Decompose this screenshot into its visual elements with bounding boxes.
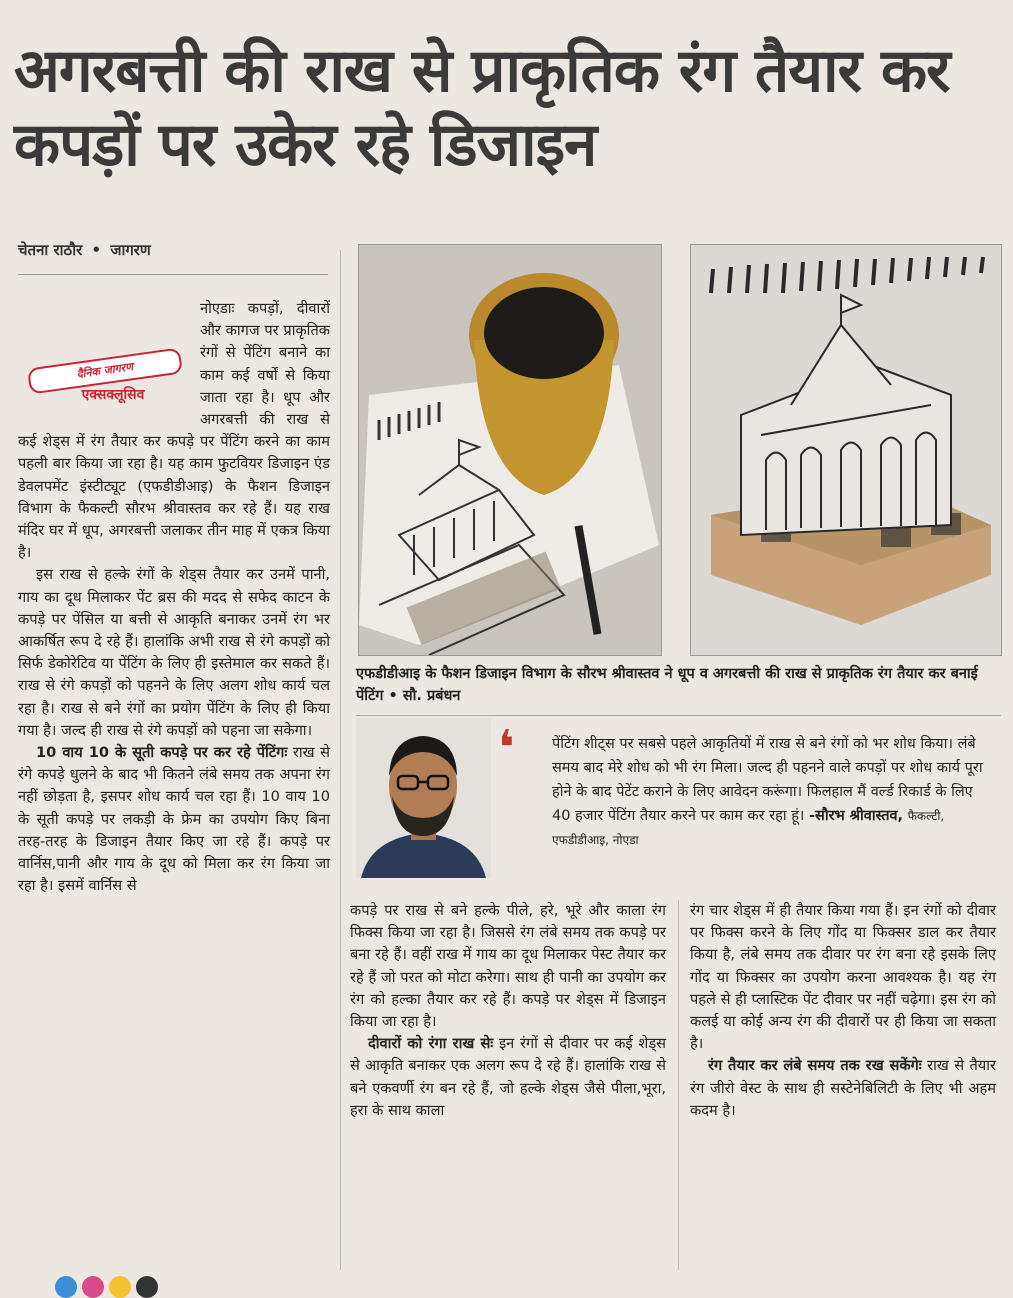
pull-quote (498, 720, 995, 852)
photo-caption (356, 663, 1001, 716)
quote-attribution: -सौरभ श्रीवास्तव, (809, 808, 904, 824)
exclusive-badge (18, 354, 190, 412)
exclusive-label: एक्सक्लूसिव (81, 387, 145, 403)
paragraph: नोएडाः कपड़ों, दीवारों और कागज पर प्राकृतिक रंगों से पेंटिंग बनाने का काम कई वर्षों से किया जाता रहा है। धूप और अगरबत्ती की राख से कई शेड्स में रंग तैयार कर कपड़े पर पेंटिंग करने का काम पहली बार किया जा रहा है। यह काम फुटवियर डिजाइन एंड डेवलपमेंट इंस्टीट्यूट (एफडीडीआइ) के फैशन डिजाइन विभाग के फैकल्टी सौरभ श्रीवास्तव कर रहे हैं। यह राख मंदिर घर में धूप, अगरबत्ती जलाकर तीन माह में एकत्र किया है। (18, 300, 330, 562)
portrait-photo (356, 718, 491, 878)
author-name: चेतना राठौर (18, 241, 83, 259)
registration-mark (82, 1276, 104, 1298)
photo-temple-painting (690, 244, 1002, 656)
diya-painting-illustration (359, 245, 661, 655)
temple-painting-illustration (691, 245, 1001, 655)
subheading: दीवारों को रंगा राख सेः (368, 1035, 494, 1053)
registration-mark (136, 1276, 158, 1298)
exclusive-brand: दैनिक जागरण (27, 347, 183, 394)
paragraph: कपड़े पर राख से बने हल्के पीले, हरे, भूरे और काला रंग फिक्स किया जा रहा है। जिससे रंग लंबे समय तक कपड़े पर बना रहे हैं। वहीं राख में गाय का दूध मिलाकर पेस्ट तैयार कर रहे हैं जो परत को मोटा करेगा। साथ ही पानी का उपयोग कर रंग को हल्का तैयार कर रहे हैं। कपड़े पर शेड्स में डिजाइन किया जा रहा है। (350, 902, 666, 1031)
headline: अगरबत्ती की राख से प्राकृतिक रंग तैयार कर कपड़ों पर उकेर रहे डिजाइन (14, 36, 950, 180)
paragraph: राख से तैयार रंग जीरो वेस्ट के साथ ही सस्टेनेबिलिटी के लिए भी अहम कदम है। (690, 1057, 996, 1119)
subheading: 10 वाय 10 के सूती कपड़े पर कर रहे पेंटिंगः (36, 744, 288, 762)
bullet-icon: • (388, 688, 403, 704)
person-avatar-illustration (356, 718, 491, 878)
registration-mark (109, 1276, 131, 1298)
paragraph: रंग चार शेड्स में ही तैयार किया गया हैं। इन रंगों को दीवार पर फिक्स करने के लिए गोंद या फिक्सर डाल कर तैयार किया है, लंबे समय तक दीवार पर रंग बना रहे इसके लिए गोंद या फिक्सर का उपयोग करना आवश्यक है। यह रंग पहले से ही प्लास्टिक पेंट दीवार पर नहीं चढ़ेगा। इस रंग को कलई या कोई अन्य रंग की दीवारों पर ही किया जा सकता है। (690, 902, 996, 1053)
caption-text: एफडीडीआइ के फैशन डिजाइन विभाग के सौरभ श्रीवास्तव ने धूप व अगरबत्ती की राख से प्राकृतिक रंग तैयार कर बनाई पेंटिंग (356, 666, 978, 704)
column-3 (690, 900, 996, 1122)
registration-mark (55, 1276, 77, 1298)
column-divider (340, 250, 341, 1270)
subheading: रंग तैयार कर लंबे समय तक रख सकेंगेः (708, 1057, 922, 1075)
byline (18, 240, 328, 275)
quote-text: पेंटिंग शीट्स पर सबसे पहले आकृतियों में राख से बने रंगों को भर शोध किया। लंबे समय बाद मेरे शोध को भी रंग मिला। जल्द ही पहनने वाले कपड़ों पर शोध कार्य पूरा होने के बाद पेटेंट कराने के लिए आवेदन करूंगा। फिलहाल मैं वर्ल्ड रिकार्ड के लिए 40 हजार पेंटिंग तैयार करने पर काम कर रहा हूं। (552, 736, 983, 824)
column-2 (350, 900, 666, 1122)
caption-credit: सौ. प्रबंधन (402, 688, 461, 704)
source-name: जागरण (110, 241, 151, 259)
photo-diya-painting (358, 244, 662, 656)
quote-role: फैकल्टी, एफडीडीआइ, नोएडा (552, 809, 945, 847)
paragraph: इस राख से हल्के रंगों के शेड्स तैयार कर उनमें पानी, गाय का दूध मिलाकर पेंट ब्रस की मदद से सफेद काटन के कपड़े पर पेंसिल या बत्ती से आकृति बनाकर उनमें रंग भर आकर्षित रूप दे रहे हैं। हालांकि अभी राख से रंगे कपड़ों को सिर्फ डेकोरेटिव या पेंटिंग के लिए ही इस्तेमाल कर सकते हैं। राख से रंगे कपड़ों को पहनने के लिए अलग शोध कार्य चल रहा है। राख से बने रंगों का प्रयोग पेंटिंग के लिए ही किया गया है। जल्द ही राख से रंगे कपड़ों को पहना जा सकेगा। (18, 566, 330, 739)
paragraph: राख से रंगे कपड़े धुलने के बाद भी कितने लंबे समय तक अपना रंग नहीं छोड़ता है, इसपर शोध कार्य चल रहा हैं। 10 वाय 10 के सूती कपड़े पर लकड़ी के फ्रेम का उपयोग किए बिना तरह-तरह के डिजाइन तैयार किए जा रहे हैं। कपड़े पर वार्निस,पानी और गाय के दूध को मिला कर रंग किया जा रहा है। इसमें वार्निस से (18, 744, 330, 895)
column-divider (678, 900, 679, 1270)
paragraph: इन रंगों से दीवार पर कई शेड्स से आकृति बनाकर एक अलग रूप दे रहे हैं। हालांकि राख से बने एकवर्णी रंग बन रहे हैं, जो हल्के शेड्स जैसे पीला,भूरा, हरा के साथ काला (350, 1035, 666, 1119)
column-1 (18, 298, 330, 897)
bullet-icon: • (91, 241, 102, 259)
quote-mark-icon: ❛ (498, 720, 515, 776)
